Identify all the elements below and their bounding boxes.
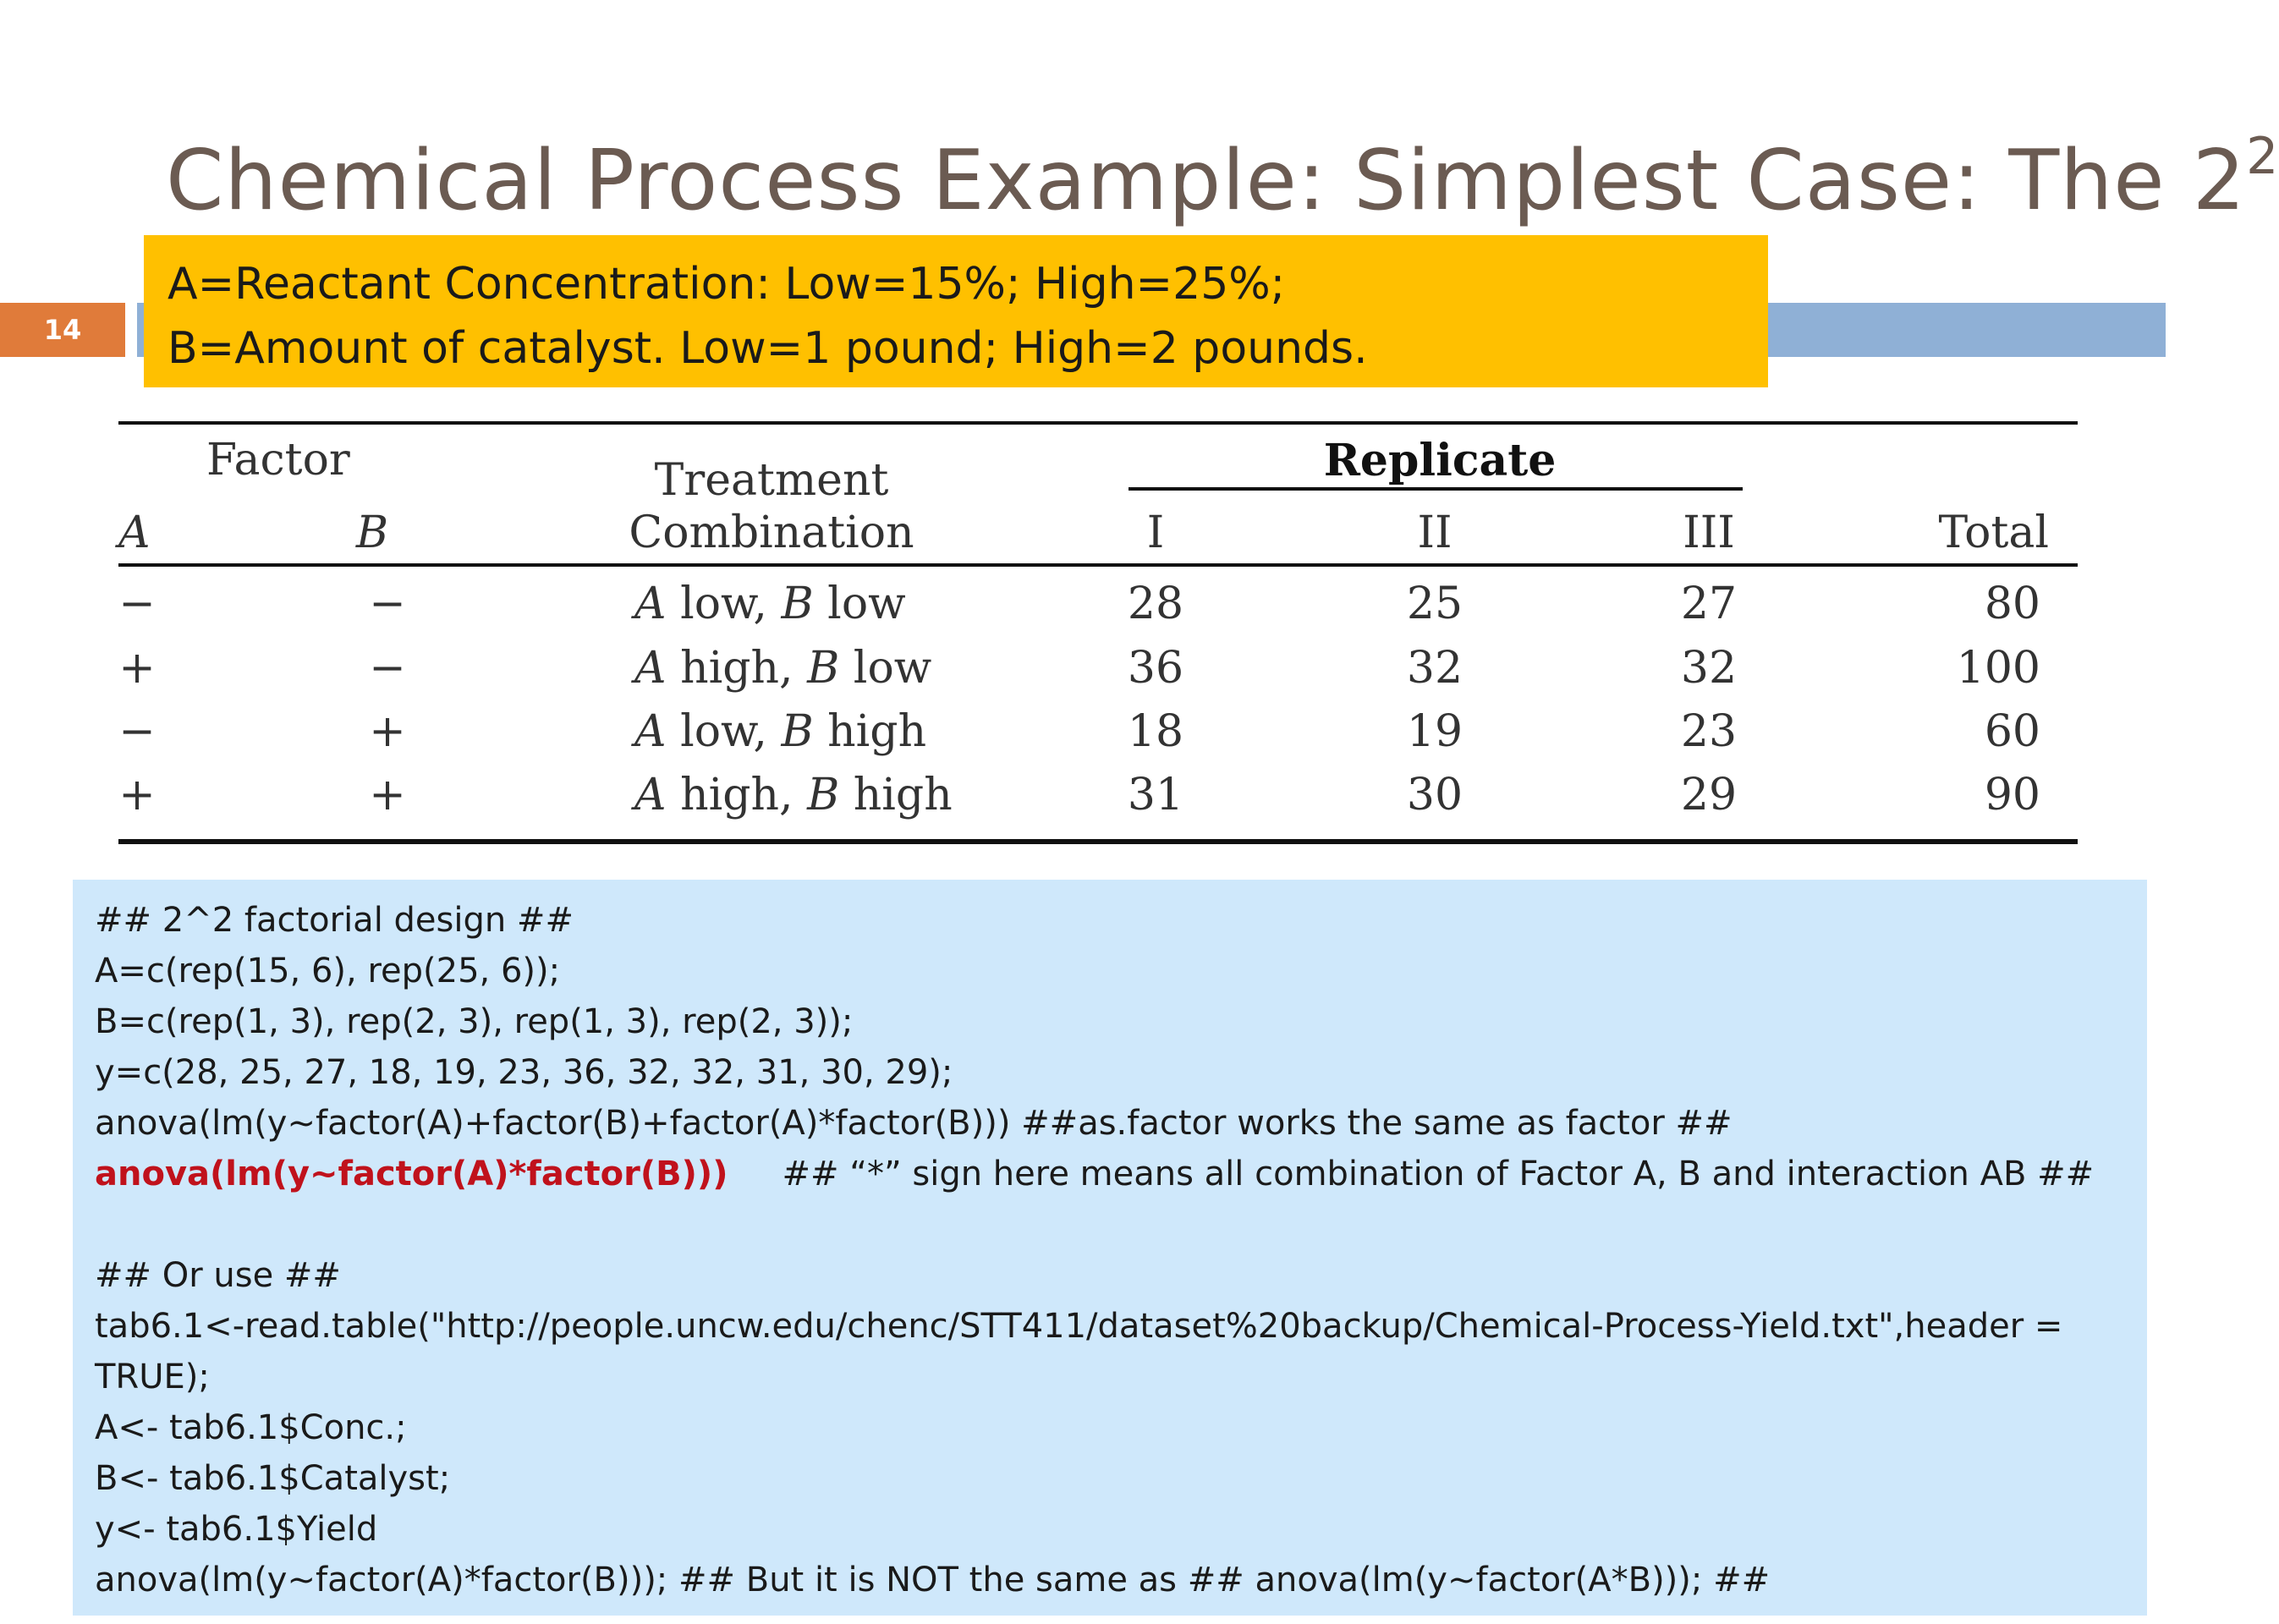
table-row-2-rep3: 32: [1680, 643, 1738, 694]
code-line-3: B=c(rep(1, 3), rep(2, 3), rep(1, 3), rep(2, 3));: [95, 1002, 854, 1041]
table-bottom-rule: [118, 839, 2078, 844]
replicate-ii-header: II: [1417, 508, 1453, 558]
code-line-7: ## Or use ##: [95, 1256, 341, 1295]
table-row-4-b: +: [369, 770, 406, 820]
table-row-4-total: 90: [1984, 770, 2040, 820]
table-row-4-rep1: 31: [1127, 770, 1184, 820]
code-line-2: A=c(rep(15, 6), rep(25, 6));: [95, 952, 561, 990]
table-row-2-treatment: A high, B low: [634, 643, 932, 694]
table-row-4-treatment: A high, B high: [634, 770, 953, 820]
table-row-3-a: −: [118, 706, 156, 757]
replicate-iii-header: III: [1683, 508, 1735, 558]
table-row-1-rep2: 25: [1406, 579, 1464, 629]
code-line-10: A<- tab6.1$Conc.;: [95, 1408, 407, 1447]
table-row-2-b: −: [369, 643, 406, 694]
table-row-3-rep1: 18: [1127, 706, 1184, 757]
factor-definition-callout: [144, 235, 1768, 387]
replicate-header: Replicate: [1323, 435, 1557, 486]
table-row-4-a: +: [118, 770, 156, 820]
table-row-4-rep2: 30: [1406, 770, 1464, 820]
code-line-1: ## 2^2 factorial design ##: [95, 901, 574, 940]
callout-line-b: B=Amount of catalyst. Low=1 pound; High=2 pounds.: [167, 323, 1368, 374]
slide-number: 14: [0, 303, 125, 357]
title-superscript: 2: [2246, 127, 2279, 186]
code-line-9: TRUE);: [95, 1358, 210, 1396]
code-line-11: B<- tab6.1$Catalyst;: [95, 1459, 451, 1498]
table-row-3-rep2: 19: [1406, 706, 1464, 757]
code-line-13: anova(lm(y~factor(A)*factor(B))); ## But it is NOT the same as ## anova(lm(y~factor(A*B))); ##: [95, 1561, 1771, 1599]
table-row-3-total: 60: [1984, 706, 2040, 757]
table-row-3-treatment: A low, B high: [634, 706, 927, 757]
accent-rule-left: [137, 303, 144, 357]
code-line-4: y=c(28, 25, 27, 18, 19, 23, 36, 32, 32, 31, 30, 29);: [95, 1053, 953, 1092]
treatment-header-line1: Treatment: [654, 455, 889, 506]
highlighted-anova-call: anova(lm(y~factor(A)*factor(B))): [95, 1155, 728, 1193]
table-row-1-a: −: [118, 579, 156, 629]
table-row-2-a: +: [118, 643, 156, 694]
table-row-3-b: +: [369, 706, 406, 757]
table-row-2-rep1: 36: [1127, 643, 1184, 694]
code-line-6: anova(lm(y~factor(A)*factor(B))) ## “*” sign here means all combination of Factor A, B and interaction AB ##: [95, 1155, 2095, 1193]
table-row-1-rep3: 27: [1680, 579, 1738, 629]
callout-line-a: A=Reactant Concentration: Low=15%; High=25%;: [167, 259, 1286, 310]
slide-title: Chemical Process Example: Simplest Case: The $2^2$: [166, 127, 2279, 229]
total-header: Total: [1938, 508, 2049, 558]
table-row-4-rep3: 29: [1680, 770, 1738, 820]
table-row-1-treatment: A low, B low: [634, 579, 906, 629]
code-line-5: anova(lm(y~factor(A)+factor(B)+factor(A)*factor(B))) ##as.factor works the same as factor ##: [95, 1104, 1733, 1143]
factor-header: Factor: [206, 435, 350, 486]
treatment-header-line2: Combination: [629, 508, 914, 558]
table-row-1-total: 80: [1984, 579, 2040, 629]
code-line-8: tab6.1<-read.table("http://people.uncw.edu/chenc/STT411/dataset%20backup/Chemical-Process-Yield.txt",header =: [95, 1307, 2063, 1346]
factor-a-header: A: [118, 508, 151, 558]
factor-table: [118, 418, 2078, 849]
replicate-rule: [1129, 487, 1743, 491]
table-row-2-rep2: 32: [1406, 643, 1464, 694]
table-row-1-rep1: 28: [1127, 579, 1184, 629]
r-code-block: [73, 880, 2147, 1616]
accent-rule-bar: [1760, 303, 2166, 357]
code-line-12: y<- tab6.1$Yield: [95, 1510, 378, 1549]
table-row-3-rep3: 23: [1680, 706, 1738, 757]
table-header-rule: [118, 563, 2078, 567]
factor-b-header: B: [355, 508, 389, 558]
replicate-i-header: I: [1146, 508, 1165, 558]
table-row-2-total: 100: [1956, 643, 2040, 694]
table-top-rule: [118, 421, 2078, 425]
table-row-1-b: −: [369, 579, 406, 629]
